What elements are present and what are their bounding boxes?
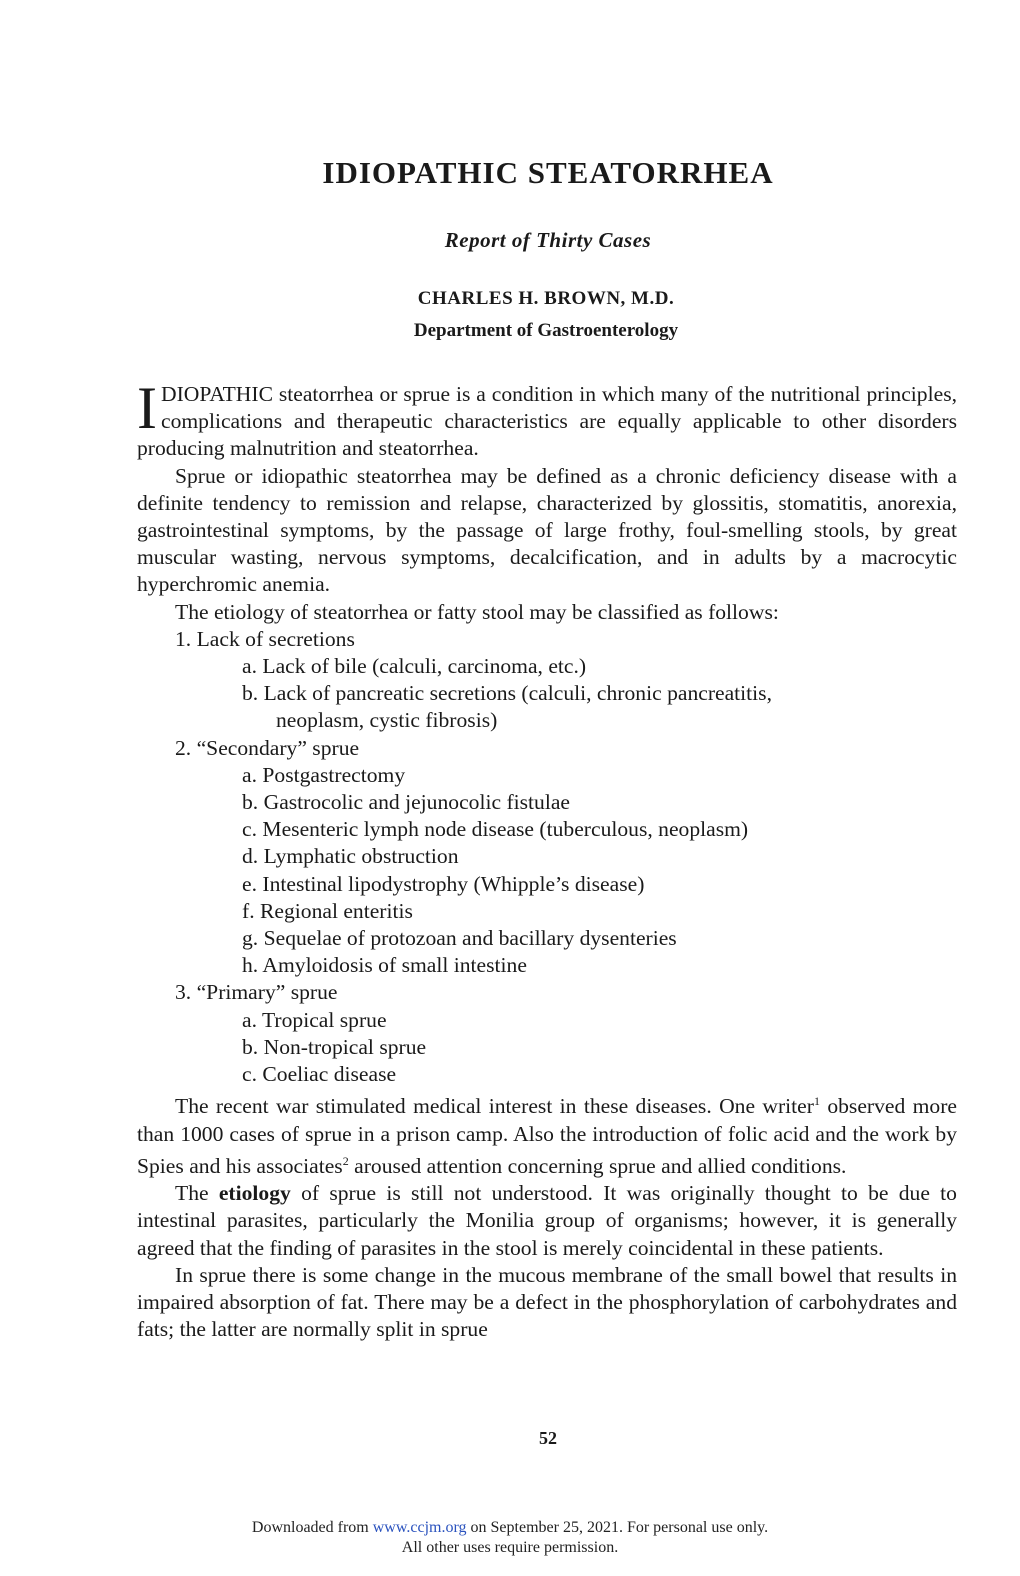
article-title: IDIOPATHIC STEATORRHEA	[322, 155, 774, 190]
footnote-ref-2: 2	[342, 1153, 349, 1168]
drop-cap: I	[137, 375, 157, 441]
list-item-continuation: neoplasm, cystic fibrosis)	[276, 708, 498, 733]
footnote-ref-1: 1	[813, 1094, 820, 1109]
list-item: c. Mesenteric lymph node disease (tuberculous, neoplasm)	[242, 817, 749, 842]
list-item: d. Lymphatic obstruction	[242, 844, 459, 869]
list-item: h. Amyloidosis of small intestine	[242, 953, 527, 978]
download-notice-line-2: All other uses require permission.	[401, 1539, 619, 1556]
list-item: a. Postgastrectomy	[242, 762, 406, 787]
text-run: observed more than 1000 cases of sprue in a prison camp. Also the introduction of folic acid and the work by Spies and his associates	[137, 1094, 957, 1179]
text-run: aroused attention concerning sprue and allied conditions.	[348, 1154, 847, 1179]
list-item: b. Non-tropical sprue	[242, 1034, 427, 1059]
bold-term: etiology	[218, 1181, 291, 1206]
text-run: The	[175, 1181, 219, 1206]
author-department: Department of Gastroenterology	[413, 320, 679, 341]
text-run: of sprue is still not understood. It was originally thought to be due to intestinal parasites, particularly the Monilia group of organisms; however, it is generally agreed that the finding of parasites in the stool is merely coincidental in these patients.	[137, 1181, 957, 1260]
ccjm-link[interactable]: www.ccjm.org	[372, 1519, 467, 1536]
list-item: f. Regional enteritis	[242, 898, 413, 923]
paragraph-intro-text: DIOPATHIC steatorrhea or sprue is a condition in which many of the nutritional principles, complications and therapeutic characteristics are equally applicable to other disorders producing malnutrition and steatorrhea.	[137, 382, 957, 461]
paragraph-etiology-intro: The etiology of steatorrhea or fatty stool may be classified as follows:	[175, 599, 779, 624]
etiology-classification-list	[137, 626, 957, 1088]
text-run: The recent war stimulated medical interest in these diseases. One writer	[175, 1094, 814, 1119]
article-body	[137, 375, 957, 1343]
list-item: 2. “Secondary” sprue	[175, 735, 360, 760]
page-number: 52	[539, 1428, 557, 1448]
text-run: on September 25, 2021. For personal use only.	[466, 1519, 769, 1536]
text-run: Downloaded from	[251, 1519, 373, 1536]
list-item: e. Intestinal lipodystrophy (Whipple’s disease)	[242, 871, 645, 896]
paragraph-war-interest	[137, 1088, 957, 1180]
download-notice	[0, 1518, 1020, 1558]
list-item: b. Lack of pancreatic secretions (calculi, chronic pancreatitis,	[242, 681, 772, 706]
list-item: g. Sequelae of protozoan and bacillary dysenteries	[242, 926, 677, 951]
paragraph-mucous-membrane: In sprue there is some change in the mucous membrane of the small bowel that results in impaired absorption of fat. There may be a defect in the phosphorylation of carbohydrates and fats; the latter are normally split in sprue	[137, 1262, 957, 1342]
list-item: 1. Lack of secretions	[175, 626, 355, 651]
download-notice-line-1	[0, 1518, 1020, 1538]
list-item: a. Lack of bile (calculi, carcinoma, etc.)	[242, 654, 587, 679]
list-item: 3. “Primary” sprue	[175, 980, 338, 1005]
article-subtitle: Report of Thirty Cases	[444, 228, 652, 252]
paragraph-intro	[137, 375, 957, 463]
list-item: a. Tropical sprue	[242, 1007, 387, 1032]
list-item: b. Gastrocolic and jejunocolic fistulae	[242, 790, 570, 815]
paragraph-etiology	[137, 1180, 957, 1262]
paragraph-definition: Sprue or idiopathic steatorrhea may be defined as a chronic deficiency disease with a definite tendency to remission and relapse, characterized by glossitis, stomatitis, anorexia, gastrointestinal symptoms, by the passage of large frothy, foul-smelling stools, by great muscular wasting, nervous symptoms, decalcification, and in adults by a macrocytic hyperchromic anemia.	[137, 463, 957, 597]
list-item: c. Coeliac disease	[242, 1062, 397, 1087]
author-name: CHARLES H. BROWN, M.D.	[417, 288, 675, 309]
